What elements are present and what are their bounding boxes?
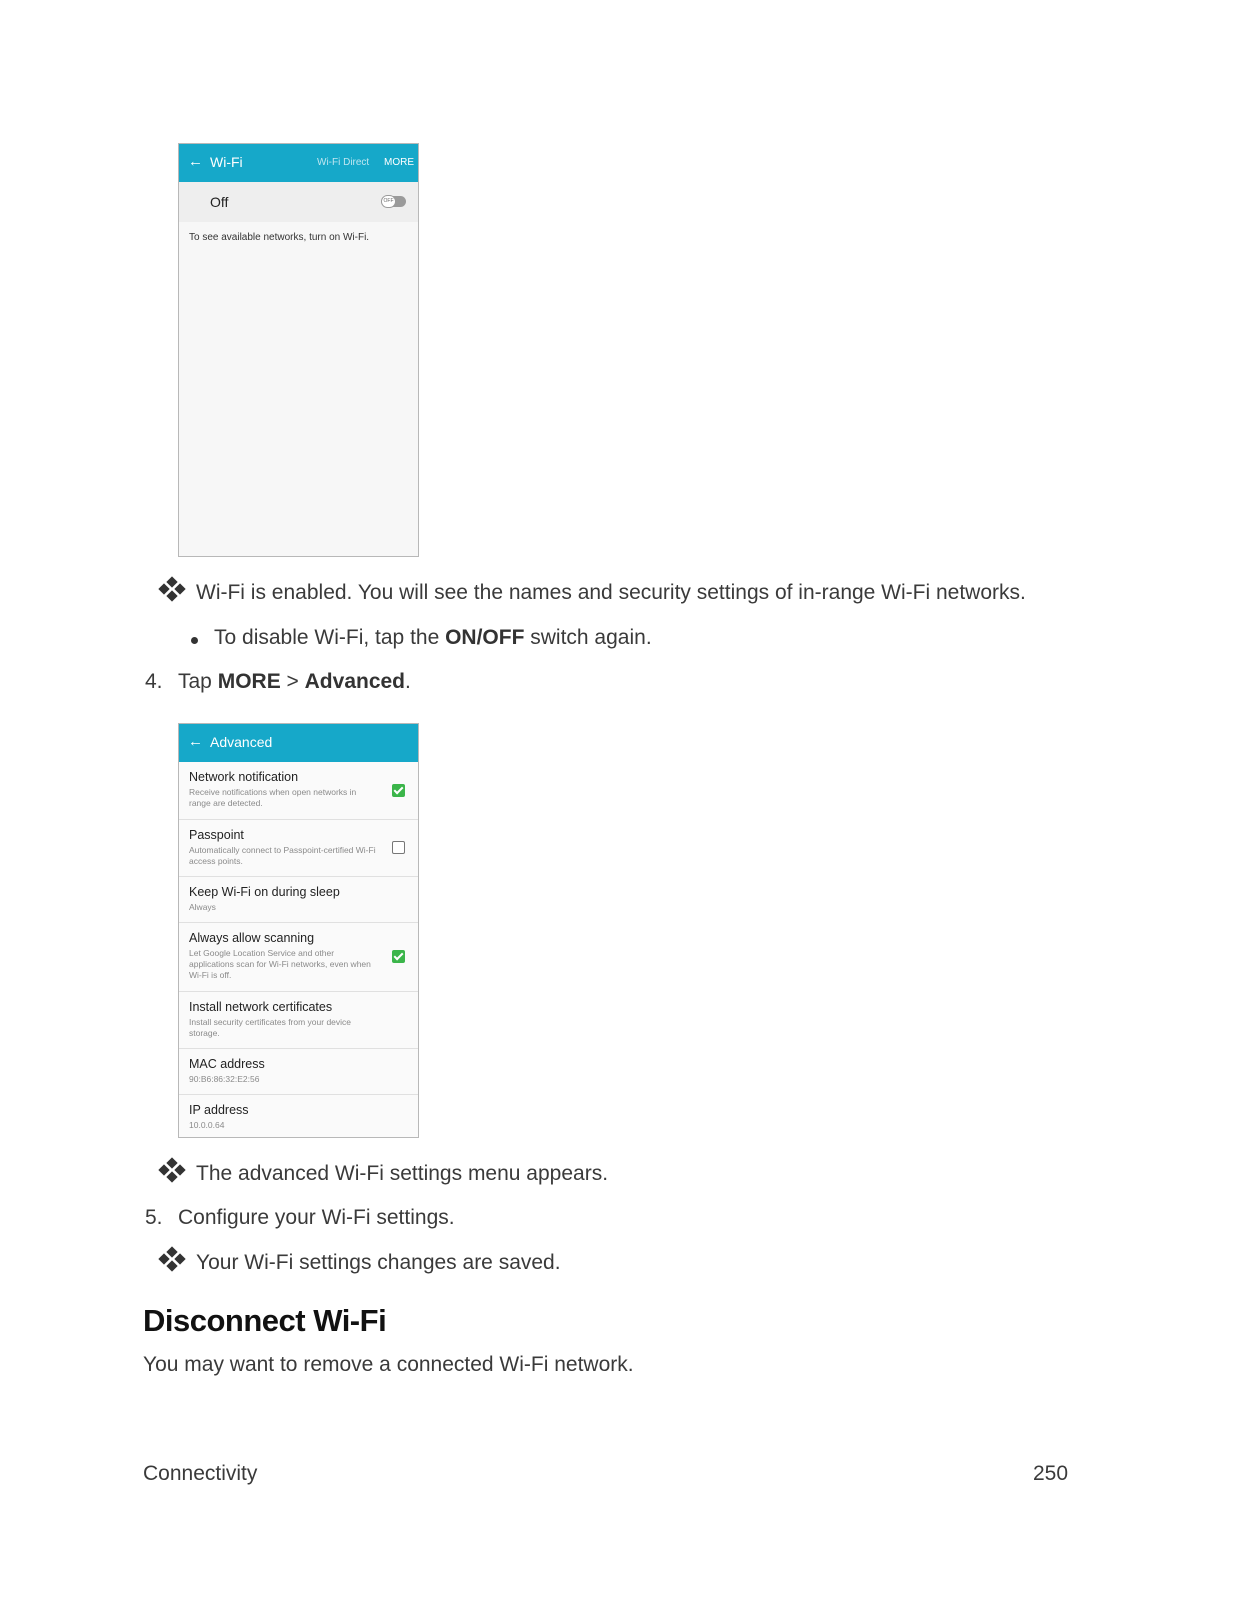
app-bar-title: Advanced bbox=[210, 734, 273, 750]
step-4-bold-advanced: Advanced bbox=[304, 670, 406, 693]
bullet-icon bbox=[191, 637, 198, 644]
step-4-before: Tap bbox=[178, 670, 218, 693]
step-4-mid: > bbox=[280, 670, 305, 693]
setting-title: Passpoint bbox=[189, 828, 244, 842]
wifi-state-label: Off bbox=[210, 194, 229, 210]
setting-row[interactable] bbox=[179, 762, 418, 820]
setting-title: Always allow scanning bbox=[189, 931, 315, 945]
wifi-screenshot bbox=[178, 143, 419, 557]
bullet-text-after: switch again. bbox=[524, 626, 652, 649]
wifi-master-row[interactable] bbox=[179, 182, 418, 222]
step-4-number: 4. bbox=[145, 670, 163, 693]
result-icon bbox=[160, 1248, 184, 1272]
setting-subtitle: Automatically connect to Passpoint-certified Wi-Fi access points. bbox=[189, 845, 376, 866]
step-4-bold-more: MORE bbox=[217, 670, 281, 693]
setting-subtitle: Receive notifications when open networks in range are detected. bbox=[189, 787, 357, 808]
result-text-3: Your Wi-Fi settings changes are saved. bbox=[196, 1251, 561, 1274]
result-text-1: Wi-Fi is enabled. You will see the names and security settings of in-range Wi-Fi networks. bbox=[196, 581, 1026, 604]
section-paragraph: You may want to remove a connected Wi-Fi network. bbox=[143, 1353, 634, 1376]
step-5-number: 5. bbox=[145, 1206, 163, 1229]
setting-title: Network notification bbox=[189, 770, 299, 784]
setting-row[interactable] bbox=[179, 820, 418, 877]
app-bar bbox=[179, 144, 418, 182]
result-icon bbox=[160, 578, 184, 602]
wifi-toggle-switch[interactable] bbox=[381, 196, 406, 207]
app-bar bbox=[179, 724, 418, 762]
wifi-direct-button[interactable]: Wi-Fi Direct bbox=[317, 157, 370, 168]
setting-subtitle: 90:B6:86:32:E2:56 bbox=[189, 1074, 260, 1084]
result-icon bbox=[160, 1159, 184, 1183]
setting-subtitle: Install security certificates from your device storage. bbox=[189, 1017, 352, 1038]
setting-title: Install network certificates bbox=[189, 1000, 333, 1014]
more-button[interactable]: MORE bbox=[384, 157, 414, 168]
advanced-screenshot bbox=[178, 723, 419, 1138]
wifi-off-hint: To see available networks, turn on Wi-Fi. bbox=[189, 232, 370, 243]
back-arrow-icon[interactable]: ← bbox=[188, 733, 203, 750]
bullet-text-bold: ON/OFF bbox=[445, 626, 525, 649]
checkbox-checked-icon[interactable] bbox=[392, 950, 405, 963]
setting-subtitle: 10.0.0.64 bbox=[189, 1120, 225, 1130]
footer-page-number: 250 bbox=[1033, 1462, 1069, 1485]
checkbox-unchecked-icon[interactable] bbox=[392, 841, 405, 854]
checkbox-checked-icon[interactable] bbox=[392, 784, 405, 797]
bullet-text-before: To disable Wi-Fi, tap the bbox=[214, 626, 446, 649]
setting-row[interactable] bbox=[179, 877, 418, 923]
setting-title: IP address bbox=[189, 1103, 249, 1117]
step-4-after: . bbox=[405, 670, 411, 693]
back-arrow-icon[interactable]: ← bbox=[188, 153, 203, 170]
setting-row[interactable] bbox=[179, 1049, 418, 1095]
app-bar-title: Wi-Fi bbox=[210, 154, 243, 170]
setting-subtitle: Always bbox=[189, 902, 216, 912]
setting-row[interactable] bbox=[179, 992, 418, 1049]
step-4-text bbox=[178, 669, 411, 695]
setting-row[interactable] bbox=[179, 923, 418, 992]
setting-title: MAC address bbox=[189, 1057, 265, 1071]
section-heading: Disconnect Wi-Fi bbox=[143, 1303, 387, 1338]
setting-row[interactable] bbox=[179, 1095, 418, 1138]
step-5-text: Configure your Wi-Fi settings. bbox=[178, 1206, 455, 1229]
setting-subtitle: Let Google Location Service and other applications scan for Wi-Fi networks, even when Wi-Fi is off. bbox=[189, 948, 371, 980]
bullet-text bbox=[214, 625, 652, 651]
setting-title: Keep Wi-Fi on during sleep bbox=[189, 885, 340, 899]
toggle-knob: OFF bbox=[381, 195, 396, 208]
result-text-2: The advanced Wi-Fi settings menu appears. bbox=[196, 1162, 609, 1185]
footer-chapter: Connectivity bbox=[143, 1462, 258, 1485]
